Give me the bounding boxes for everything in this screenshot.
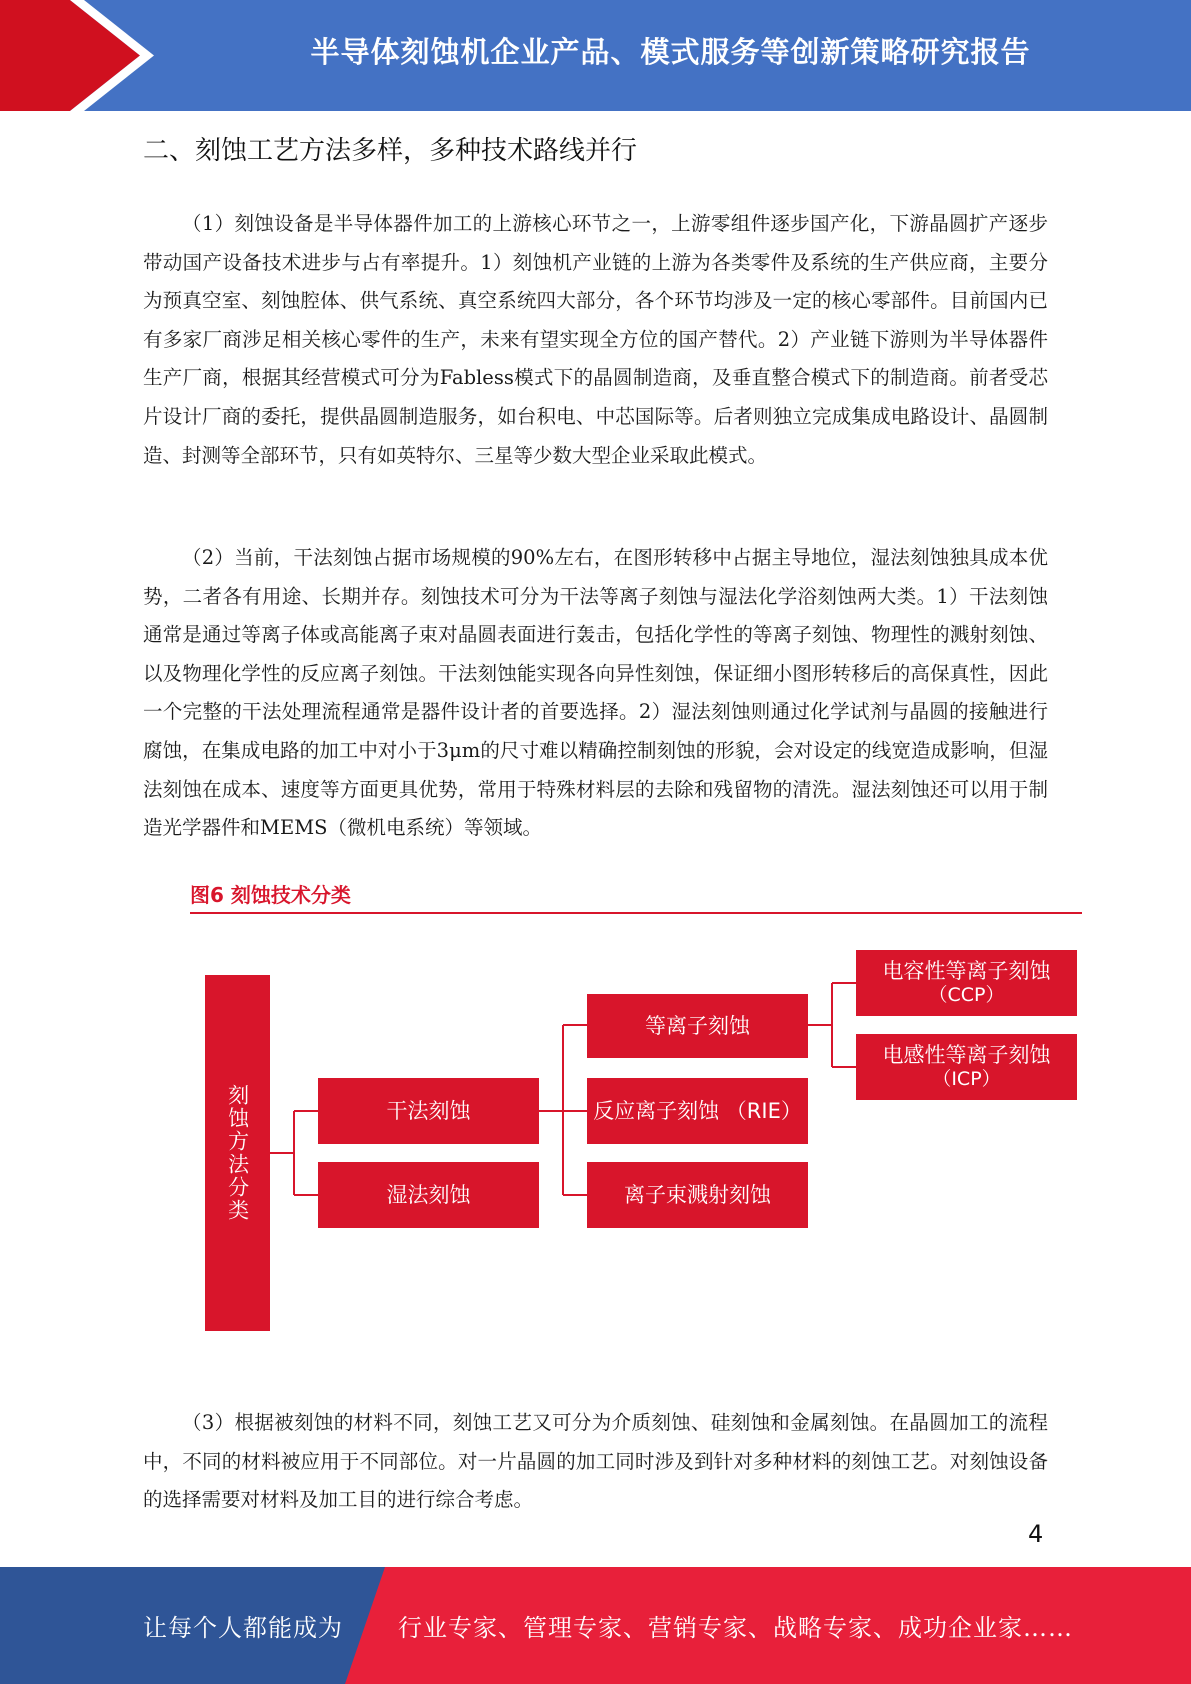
page-number: 4 [1028,1520,1044,1548]
section-heading: 二、刻蚀工艺方法多样，多种技术路线并行 [143,136,638,166]
dry-etching-box [318,1078,539,1144]
footer-roles: 行业专家、管理专家、营销专家、战略专家、成功企业家…… [398,1614,1073,1642]
ccp-etching-label: 电容性等离子刻蚀 [882,959,1051,983]
paragraph-2: （2）当前，干法刻蚀占据市场规模的90%左右，在图形转移中占据主导地位，湿法刻蚀独具成本优势，二者各有用途、长期并存。刻蚀技术可分为干法等离子刻蚀与湿法化学浴刻蚀两大类。1）干法刻蚀通常是通过等离子体或高能离子束对晶圆表面进行轰击，包括化学性的等离子刻蚀、物理性的溅射刻蚀、以及物理化学性的反应离子刻蚀。干法刻蚀能实现各向异性刻蚀，保证细小图形转移后的高保真性，因此一个完整的干法处理流程通常是器件设计者的首要选择。2）湿法刻蚀则通过化学试剂与晶圆的接触进行腐蚀，在集成电路的加工中对小于3μm的尺寸难以精确控制刻蚀的形貌，会对设定的线宽造成影响，但湿法刻蚀在成本、速度等方面更具优势，常用于特殊材料层的去除和残留物的清洗。湿法刻蚀还可以用于制造光学器件和MEMS（微机电系统）等领域。 [143,546,1048,840]
report-title: 半导体刻蚀机企业产品、模式服务等创新策略研究报告 [310,34,1031,69]
classification-root-label: 刻蚀方法分类 [225,1084,250,1222]
icp-etching-label: 电感性等离子刻蚀 [882,1043,1051,1067]
plasma-etching-label: 等离子刻蚀 [645,1013,750,1038]
wet-etching-box [318,1162,539,1228]
ion-beam-etching-box [587,1162,808,1228]
header-banner [0,0,1191,111]
plasma-etching-box [587,994,808,1058]
footer-banner [0,1567,1191,1684]
rie-etching-label: 反应离子刻蚀 （RIE） [593,1098,802,1123]
etching-classification-figure [187,875,1082,1360]
ccp-etching-abbrev: （CCP） [928,984,1005,1007]
paragraph-3: （3）根据被刻蚀的材料不同，刻蚀工艺又可分为介质刻蚀、硅刻蚀和金属刻蚀。在晶圆加工的流程中，不同的材料被应用于不同部位。对一片晶圆的加工同时涉及到针对多种材料的刻蚀工艺。对刻蚀设备的选择需要对材料及加工目的进行综合考虑。 [143,1411,1048,1512]
rie-etching-box [587,1078,808,1144]
paragraph-1: （1）刻蚀设备是半导体器件加工的上游核心环节之一，上游零组件逐步国产化，下游晶圆扩产逐步带动国产设备技术进步与占有率提升。1）刻蚀机产业链的上游为各类零件及系统的生产供应商，主要分为预真空室、刻蚀腔体、供气系统、真空系统四大部分，各个环节均涉及一定的核心零部件。目前国内已有多家厂商涉足相关核心零件的生产，未来有望实现全方位的国产替代。2）产业链下游则为半导体器件生产厂商，根据其经营模式可分为Fabless模式下的晶圆制造商，及垂直整合模式下的制造商。前者受芯片设计厂商的委托，提供晶圆制造服务，如台积电、中芯国际等。后者则独立完成集成电路设计、晶圆制造、封测等全部环节，只有如英特尔、三星等少数大型企业采取此模式。 [143,212,1048,467]
header-chevron-decoration [0,0,160,111]
ccp-etching-box [856,950,1077,1016]
icp-etching-box [856,1034,1077,1100]
icp-etching-abbrev: （ICP） [932,1068,1001,1091]
footer-slogan: 让每个人都能成为 [143,1614,343,1642]
figure-title: 图6 刻蚀技术分类 [190,883,351,907]
wet-etching-label: 湿法刻蚀 [386,1182,471,1207]
dry-etching-label: 干法刻蚀 [386,1098,471,1123]
classification-root-box [205,975,270,1331]
ion-beam-etching-label: 离子束溅射刻蚀 [624,1182,771,1207]
